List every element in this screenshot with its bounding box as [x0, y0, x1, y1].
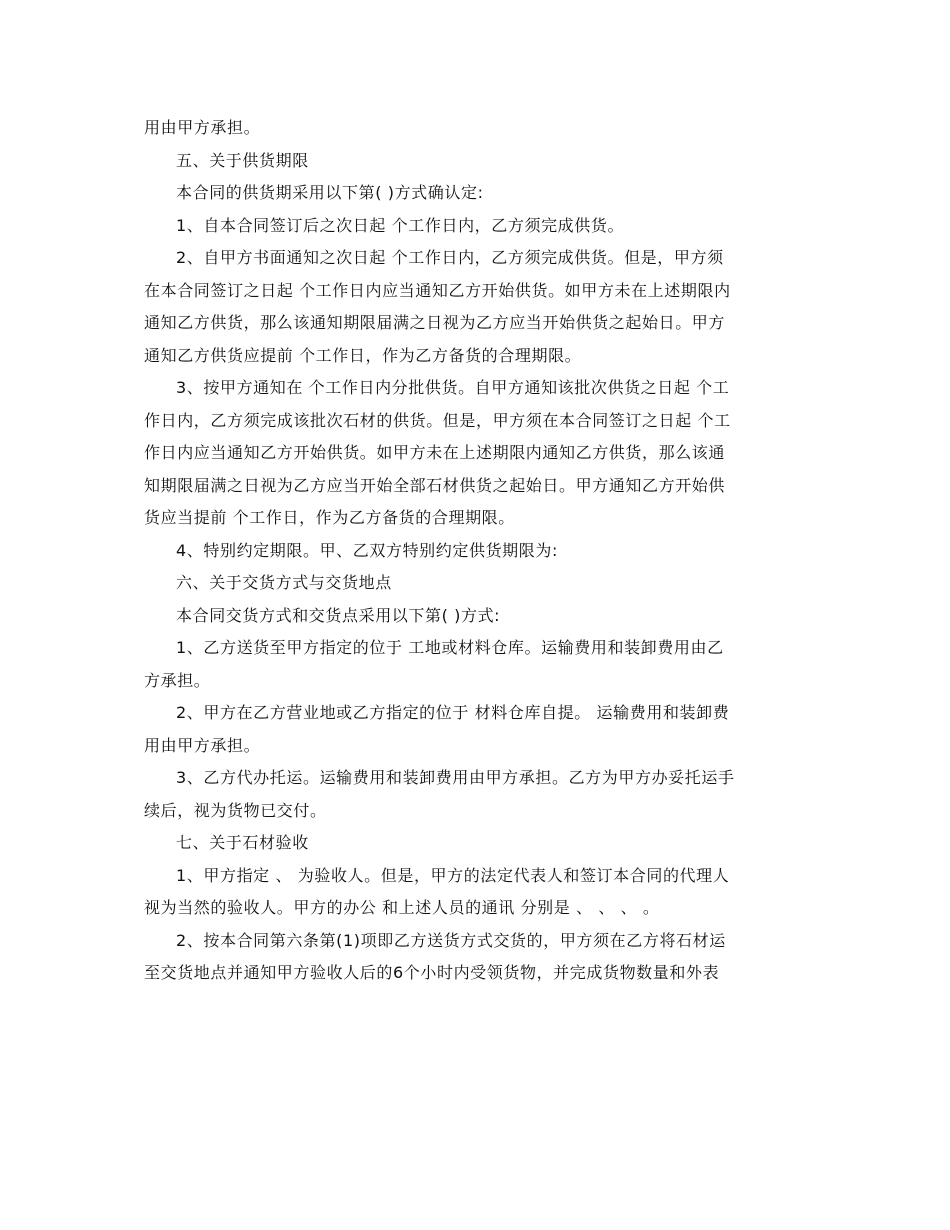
- text-line: 2、按本合同第六条第(1)项即乙方送货方式交货的，甲方须在乙方将石材运: [176, 930, 726, 950]
- text-line: 至交货地点并通知甲方验收人后的6个小时内受领货物，并完成货物数量和外表: [144, 963, 720, 982]
- text-line: 方承担。: [144, 670, 211, 690]
- section-heading-7: 七、关于石材验收: [176, 833, 309, 852]
- text-line: 本合同的供货期采用以下第( )方式确认定:: [176, 183, 484, 202]
- text-line: 1、自本合同签订后之次日起 个工作日内，乙方须完成供货。: [176, 215, 625, 235]
- text-line: 续后，视为货物已交付。: [144, 800, 327, 820]
- section-heading-5: 五、关于供货期限: [176, 150, 309, 170]
- text-line: 3、乙方代办托运。运输费用和装卸费用由甲方承担。乙方为甲方办妥托运手: [176, 768, 735, 787]
- text-line: 通知乙方供货，那么该通知期限届满之日视为乙方应当开始供货之起始日。甲方: [144, 313, 726, 332]
- text-line: 货应当提前 个工作日，作为乙方备货的合理期限。: [144, 508, 515, 527]
- text-line: 在本合同签订之日起 个工作日内应当通知乙方开始供货。如甲方未在上述期限内: [144, 280, 731, 300]
- text-line: 知期限届满之日视为乙方应当开始全部石材供货之起始日。甲方通知乙方开始供: [144, 475, 726, 495]
- document-body: [144, 112, 809, 990]
- text-line: 2、甲方在乙方营业地或乙方指定的位于 材料仓库自提。 运输费用和装卸费: [176, 703, 730, 722]
- text-line: 用由甲方承担。: [144, 735, 261, 755]
- text-line: 作日内，乙方须完成该批次石材的供货。但是，甲方须在本合同签订之日起 个工: [144, 410, 731, 430]
- section-heading-6: 六、关于交货方式与交货地点: [176, 573, 392, 592]
- text-line: 3、按甲方通知在 个工作日内分批供货。自甲方通知该批次供货之日起 个工: [176, 378, 730, 397]
- text-line: 用由甲方承担。: [144, 118, 261, 137]
- text-line: 视为当然的验收人。甲方的办公 和上述人员的通讯 分别是 、 、 、 。: [144, 898, 660, 917]
- text-line: 4、特别约定期限。甲、乙双方特别约定供货期限为:: [176, 540, 558, 560]
- text-line: 1、乙方送货至甲方指定的位于 工地或材料仓库。运输费用和装卸费用由乙: [176, 638, 724, 657]
- text-line: 作日内应当通知乙方开始供货。如甲方未在上述期限内通知乙方供货，那么该通: [144, 443, 726, 462]
- text-line: 2、自甲方书面通知之次日起 个工作日内，乙方须完成供货。但是，甲方须: [176, 248, 724, 267]
- text-line: 本合同交货方式和交货点采用以下第( )方式:: [176, 605, 501, 625]
- text-line: 通知乙方供货应提前 个工作日，作为乙方备货的合理期限。: [144, 345, 582, 365]
- text-line: 1、甲方指定 、 为验收人。但是，甲方的法定代表人和签订本合同的代理人: [176, 865, 730, 885]
